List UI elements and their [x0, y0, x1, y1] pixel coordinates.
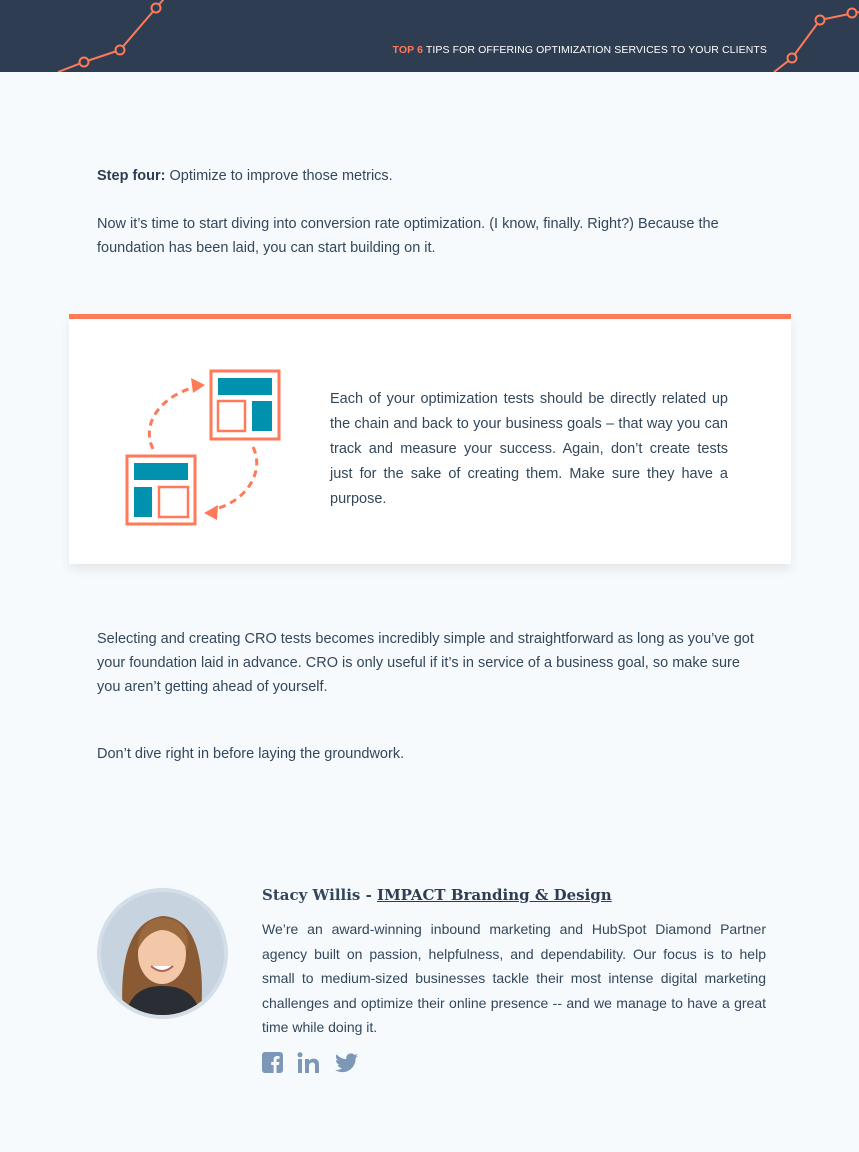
twitter-icon[interactable] [335, 1053, 358, 1073]
author-photo [101, 892, 224, 1015]
header-title [393, 44, 767, 56]
author-separator: - [360, 886, 378, 904]
author-name: Stacy Willis [262, 886, 361, 904]
step-text: Optimize to improve those metrics. [169, 168, 393, 184]
page-layout-test-cycle-icon [119, 367, 289, 533]
body-paragraph-1: Selecting and creating CRO tests becomes incredibly simple and straightforward as long as you’ve got your foundation laid in advance. CRO is only useful if it’s in service of a business goal, so make sure you aren’t getting ahead of yourself. [97, 631, 754, 695]
author-heading [262, 886, 612, 904]
callout-text: Each of your optimization tests should be directly related up the chain and back to your business goals – that way you can track and measure your success. Again, don’t create tests just for the sake of creating them. Make sure they have a purpose. [330, 391, 728, 507]
author-bio: We’re an award-winning inbound marketing and HubSpot Diamond Partner agency built on passion, helpfulness, and dependability. Our focus is to help small to medium-sized businesses tackle their most intense digital marketing challenges and optimize their online presence -- and we manage to have a great time while doing it. [262, 921, 766, 1035]
step-heading [97, 164, 767, 188]
linkedin-icon[interactable] [297, 1052, 321, 1073]
social-links [262, 1052, 358, 1073]
intro-paragraph: Now it’s time to start diving into conversion rate optimization. (I know, finally. Right?) Because the foundation has been laid, you can start building on it. [97, 216, 719, 256]
callout-card [69, 314, 791, 564]
growth-line-right-icon [760, 0, 859, 72]
step-label: Step four: [97, 168, 166, 184]
header-title-text: TIPS FOR OFFERING OPTIMIZATION SERVICES TO YOUR CLIENTS [425, 44, 767, 56]
author-avatar [97, 888, 228, 1019]
header-banner [0, 0, 859, 72]
header-title-accent: TOP 6 [392, 44, 424, 56]
body-paragraph-2: Don’t dive right in before laying the groundwork. [97, 746, 405, 762]
company-link[interactable]: IMPACT Branding & Design [377, 886, 612, 904]
facebook-icon[interactable] [262, 1052, 283, 1073]
growth-line-left-icon [0, 0, 200, 72]
